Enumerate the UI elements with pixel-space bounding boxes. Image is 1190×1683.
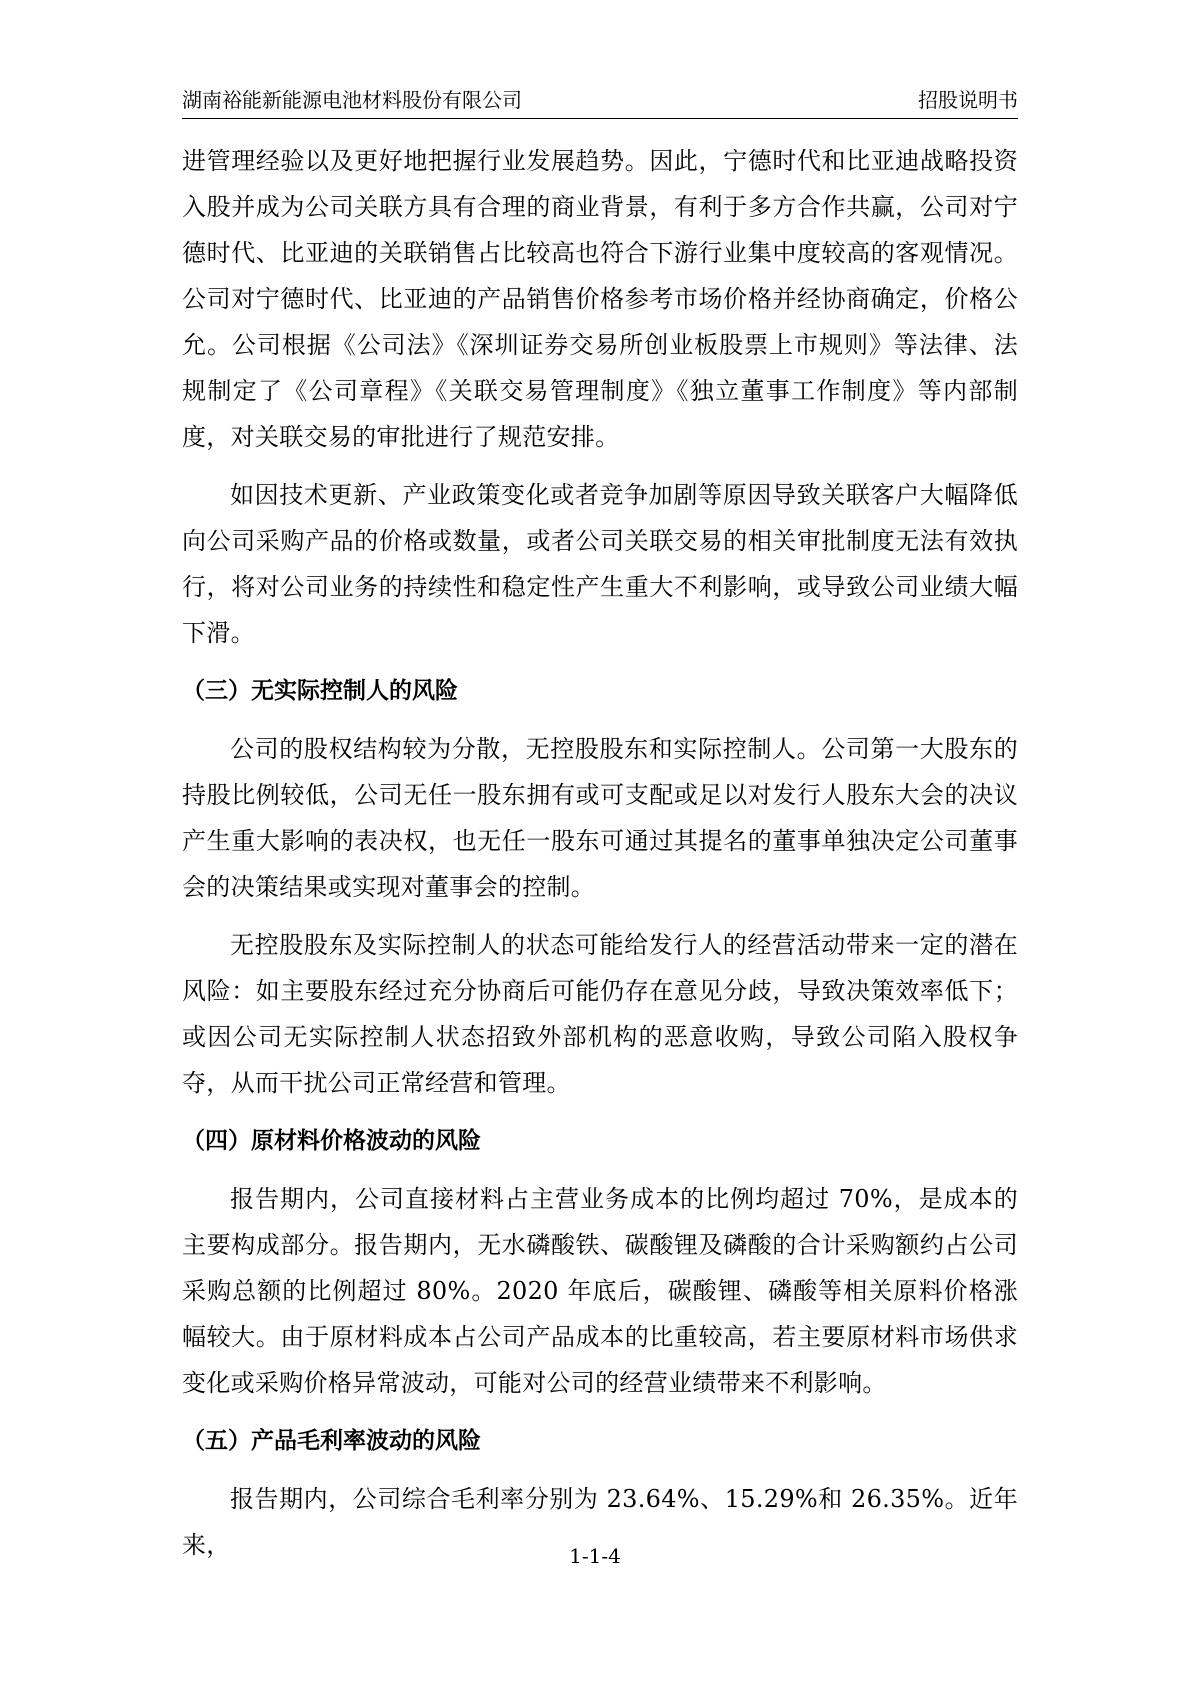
- section-heading-gross-margin: （五）产品毛利率波动的风险: [182, 1428, 481, 1454]
- page-number: 1-1-4: [569, 1544, 621, 1568]
- header-document-type: 招股说明书: [918, 88, 1018, 112]
- section-heading-raw-material: （四）原材料价格波动的风险: [182, 1128, 481, 1154]
- section-heading-no-controller: （三）无实际控制人的风险: [182, 678, 458, 704]
- paragraph-gross-margin: 报告期内，公司综合毛利率分别为 23.64%、15.29%和 26.35%。近年来，: [182, 1485, 1018, 1559]
- paragraph-raw-material-risk: 报告期内，公司直接材料占主营业务成本的比例均超过 70%，是成本的主要构成部分。报告期内，无水磷酸铁、碳酸锂及磷酸的合计采购额约占公司采购总额的比例超过 80%。2020 年底后，碳酸锂、磷酸等相关原料价格涨幅较大。由于原材料成本占公司产品成本的比重较高，若主要原材料市场供求变化或采购价格异常波动，可能对公司的经营业绩带来不利影响。: [182, 1185, 1018, 1397]
- paragraph-related-party-risk: 如因技术更新、产业政策变化或者竞争加剧等原因导致关联客户大幅降低向公司采购产品的价格或数量，或者公司关联交易的相关审批制度无法有效执行，将对公司业务的持续性和稳定性产生重大不利影响，或导致公司业绩大幅下滑。: [182, 481, 1018, 647]
- document-body: [182, 138, 1018, 1580]
- paragraph-related-party-background: 进管理经验以及更好地把握行业发展趋势。因此，宁德时代和比亚迪战略投资入股并成为公司关联方具有合理的商业背景，有利于多方合作共赢，公司对宁德时代、比亚迪的关联销售占比较高也符合下游行业集中度较高的客观情况。公司对宁德时代、比亚迪的产品销售价格参考市场价格并经协商确定，价格公允。公司根据《公司法》《深圳证券交易所创业板股票上市规则》等法律、法规制定了《公司章程》《关联交易管理制度》《独立董事工作制度》等内部制度，对关联交易的审批进行了规范安排。: [182, 147, 1018, 451]
- header-company-name: 湖南裕能新能源电池材料股份有限公司: [182, 88, 522, 112]
- paragraph-no-controller-risk: 无控股股东及实际控制人的状态可能给发行人的经营活动带来一定的潜在风险：如主要股东经过充分协商后可能仍存在意见分歧，导致决策效率低下；或因公司无实际控制人状态招致外部机构的恶意收购，导致公司陷入股权争夺，从而干扰公司正常经营和管理。: [182, 931, 1018, 1097]
- page-header: [182, 82, 1018, 119]
- paragraph-ownership-structure: 公司的股权结构较为分散，无控股股东和实际控制人。公司第一大股东的持股比例较低，公司无任一股东拥有或可支配或足以对发行人股东大会的决议产生重大影响的表决权，也无任一股东可通过其提名的董事单独决定公司董事会的决策结果或实现对董事会的控制。: [182, 735, 1018, 901]
